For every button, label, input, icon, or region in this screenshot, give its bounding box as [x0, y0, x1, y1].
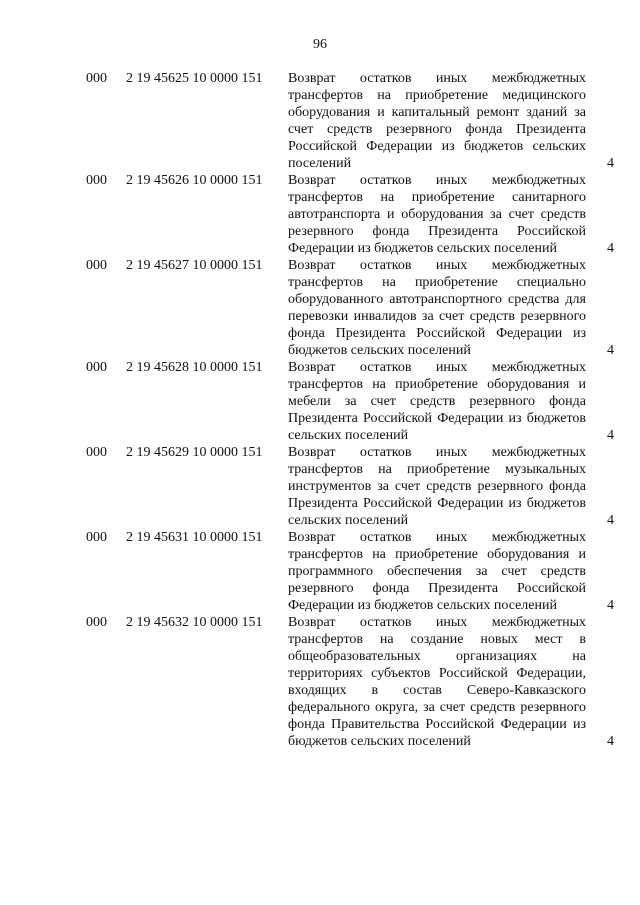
page-number: 96 — [313, 37, 327, 52]
table-row — [0, 70, 640, 172]
budget-classification-code: 2 19 45629 10 0000 151 — [126, 445, 263, 460]
admin-code: 000 — [86, 258, 107, 273]
budget-classification-code: 2 19 45632 10 0000 151 — [126, 615, 263, 630]
row-value: 4 — [607, 598, 614, 613]
admin-code: 000 — [86, 360, 107, 375]
row-description: Возврат остатков иных межбюджетных трансфертов на приобретение медицинского оборудования и капитальный ремонт зданий за счет средств резервного фонда Президента Российской Федерации из бюджетов сельских поселений — [288, 71, 586, 171]
admin-code: 000 — [86, 173, 107, 188]
budget-code-table — [0, 70, 640, 750]
admin-code: 000 — [86, 71, 107, 86]
row-description: Возврат остатков иных межбюджетных трансфертов на приобретение оборудования и программного обеспечения за счет средств резервного фонда Президента Российской Федерации из бюджетов сельских поселений — [288, 530, 586, 613]
budget-classification-code: 2 19 45626 10 0000 151 — [126, 173, 263, 188]
row-description: Возврат остатков иных межбюджетных трансфертов на создание новых мест в общеобразовательных организациях на территориях субъектов Российской Федерации, входящих в состав Северо-Кавказского федерального округа, за счет средств резервного фонда Правительства Российской Федерации из бюджетов сельских поселений — [288, 615, 586, 749]
table-row — [0, 172, 640, 257]
row-description: Возврат остатков иных межбюджетных трансфертов на приобретение музыкальных инструментов за счет средств резервного фонда Президента Российской Федерации из бюджетов сельских поселений — [288, 445, 586, 528]
budget-classification-code: 2 19 45625 10 0000 151 — [126, 71, 263, 86]
row-value: 4 — [607, 428, 614, 443]
row-value: 4 — [607, 241, 614, 256]
table-row — [0, 359, 640, 444]
table-row — [0, 444, 640, 529]
row-description: Возврат остатков иных межбюджетных трансфертов на приобретение оборудования и мебели за счет средств резервного фонда Президента Российской Федерации из бюджетов сельских поселений — [288, 360, 586, 443]
admin-code: 000 — [86, 530, 107, 545]
row-value: 4 — [607, 156, 614, 171]
budget-classification-code: 2 19 45627 10 0000 151 — [126, 258, 263, 273]
admin-code: 000 — [86, 445, 107, 460]
row-value: 4 — [607, 513, 614, 528]
budget-classification-code: 2 19 45628 10 0000 151 — [126, 360, 263, 375]
table-row — [0, 614, 640, 750]
budget-classification-code: 2 19 45631 10 0000 151 — [126, 530, 263, 545]
row-description: Возврат остатков иных межбюджетных трансфертов на приобретение санитарного автотранспорта и оборудования за счет средств резервного фонда Президента Российской Федерации из бюджетов сельских поселений — [288, 173, 586, 256]
row-value: 4 — [607, 343, 614, 358]
row-description: Возврат остатков иных межбюджетных трансфертов на приобретение специально оборудованного автотранспортного средства для перевозки инвалидов за счет средств резервного фонда Президента Российской Федерации из бюджетов сельских поселений — [288, 258, 586, 358]
table-row — [0, 257, 640, 359]
table-row — [0, 529, 640, 614]
row-value: 4 — [607, 734, 614, 749]
admin-code: 000 — [86, 615, 107, 630]
